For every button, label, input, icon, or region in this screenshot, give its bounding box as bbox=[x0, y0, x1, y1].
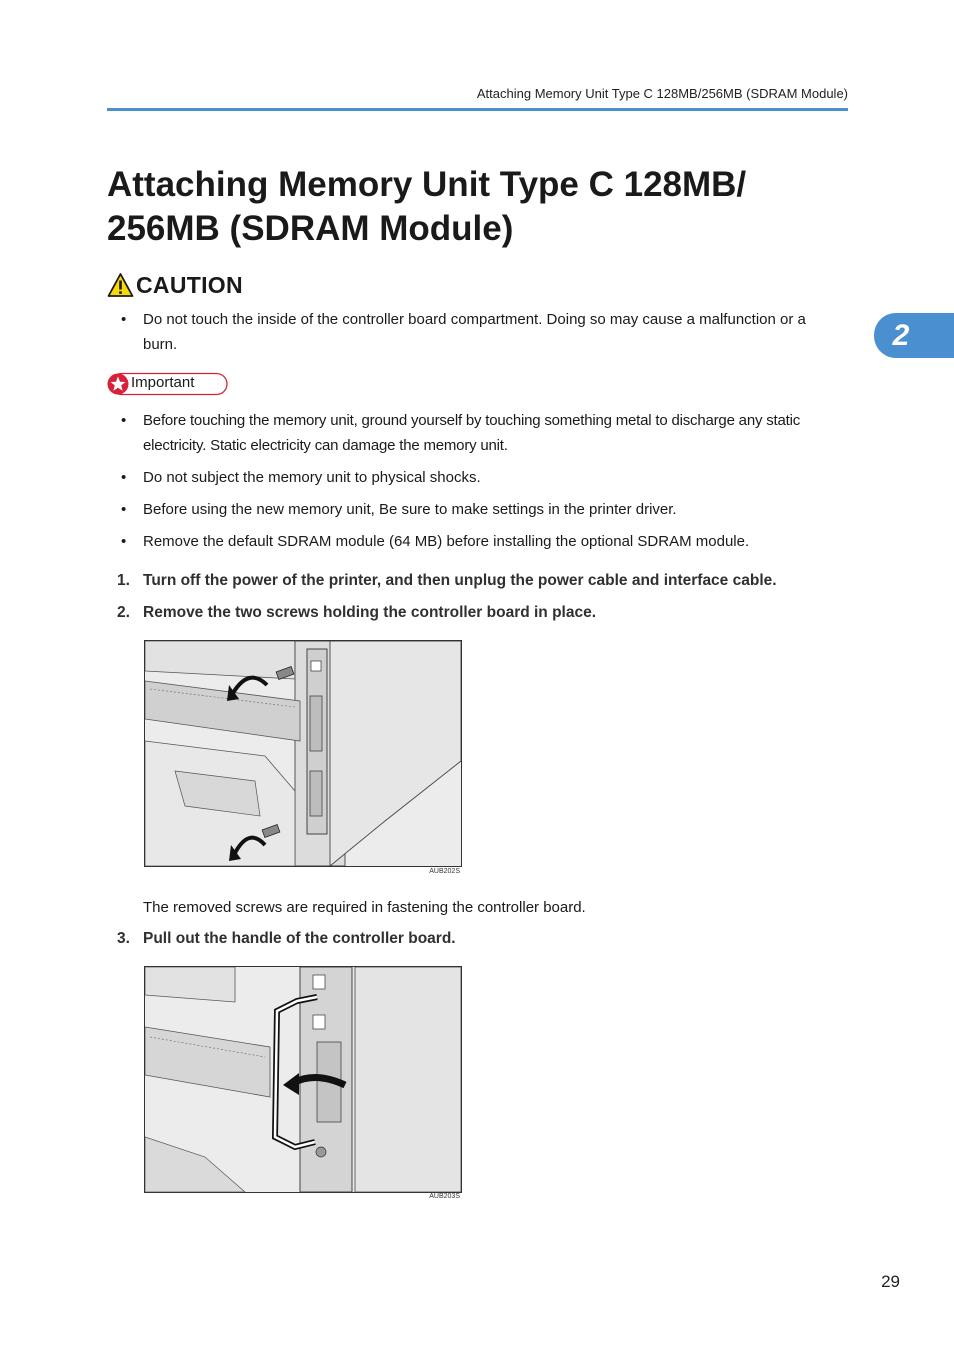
bullet-marker: • bbox=[121, 533, 127, 550]
step-text: Remove the two screws holding the controller board in place. bbox=[143, 604, 597, 621]
important-item-line-2: electricity. Static electricity can damage the memory unit. bbox=[143, 437, 508, 454]
step-number: 1. bbox=[117, 572, 130, 589]
bullet-marker: • bbox=[121, 311, 127, 328]
star-icon bbox=[107, 372, 131, 396]
figure-pull-handle bbox=[144, 966, 462, 1193]
step-number: 2. bbox=[117, 604, 130, 621]
figure-code: AUB203S bbox=[429, 1193, 460, 1200]
controller-board-handle-illustration bbox=[145, 967, 461, 1192]
important-item-line-1: Remove the default SDRAM module (64 MB) before installing the optional SDRAM module. bbox=[143, 533, 750, 550]
figure-code: AUB202S bbox=[429, 868, 460, 875]
page-title-line-2: 256MB (SDRAM Module) bbox=[107, 209, 514, 248]
caution-label: CAUTION bbox=[136, 271, 243, 298]
step-text: Turn off the power of the printer, and then unplug the power cable and interface cable. bbox=[143, 572, 777, 589]
bullet-marker: • bbox=[121, 412, 127, 429]
running-header: Attaching Memory Unit Type C 128MB/256MB (SDRAM Module) bbox=[476, 86, 848, 101]
warning-triangle-icon bbox=[107, 272, 134, 298]
caution-heading bbox=[107, 270, 243, 300]
important-item-line-1: Before touching the memory unit, ground yourself by touching something metal to discharge any static bbox=[143, 412, 801, 429]
figure-remove-screws bbox=[144, 640, 462, 867]
chapter-number: 2 bbox=[892, 319, 910, 352]
important-label: Important bbox=[131, 374, 195, 391]
page-title-line-1: Attaching Memory Unit Type C 128MB/ bbox=[107, 165, 747, 204]
step-number: 3. bbox=[117, 930, 130, 947]
printer-rear-screws-illustration bbox=[145, 641, 461, 866]
bullet-marker: • bbox=[121, 469, 127, 486]
bullet-marker: • bbox=[121, 501, 127, 518]
page-number: 29 bbox=[881, 1272, 900, 1291]
caution-item-line-2: burn. bbox=[143, 336, 178, 353]
caution-item-line-1: Do not touch the inside of the controller board compartment. Doing so may cause a malfunction or a bbox=[143, 311, 806, 328]
important-item-line-1: Do not subject the memory unit to physical shocks. bbox=[143, 469, 481, 486]
figure-caption: The removed screws are required in fastening the controller board. bbox=[143, 899, 586, 916]
important-item-line-1: Before using the new memory unit, Be sure to make settings in the printer driver. bbox=[143, 501, 677, 518]
header-rule bbox=[107, 108, 848, 111]
step-text: Pull out the handle of the controller board. bbox=[143, 930, 456, 947]
page-title bbox=[107, 163, 827, 251]
important-badge bbox=[107, 372, 229, 396]
